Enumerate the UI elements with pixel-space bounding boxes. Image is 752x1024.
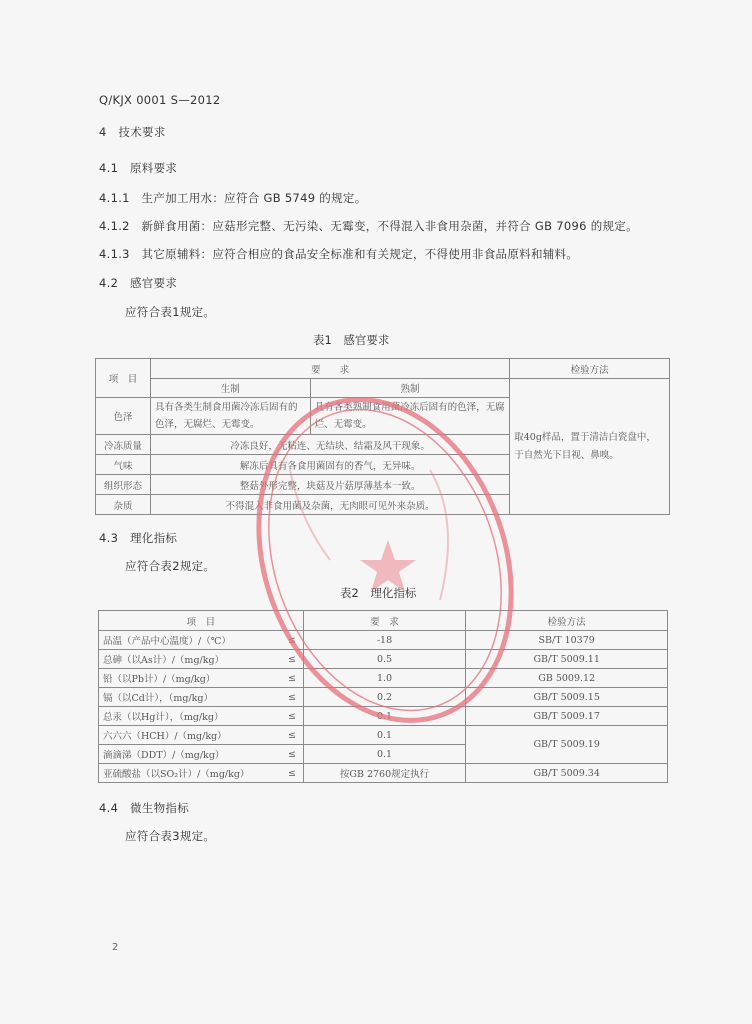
table1-header-requirements: 要 求	[150, 359, 509, 379]
table2-operator: ≤	[281, 688, 303, 707]
table2-item: 总砷（以As计）/（mg/kg）	[99, 650, 282, 669]
table2-method: GB/T 5009.17	[466, 707, 668, 726]
table2-method: GB/T 5009.34	[466, 764, 668, 783]
table-row	[99, 764, 668, 783]
table1-item-frozen-quality: 冷冻质量	[96, 435, 151, 455]
section-4-3-heading: 4.3 理化指标	[99, 531, 178, 545]
table2-header-requirements: 要 求	[303, 611, 466, 631]
section-4-3-text: 应符合表2规定。	[125, 559, 216, 573]
page-number: 2	[112, 942, 119, 953]
standard-code: Q/KJX 0001 S—2012	[99, 93, 221, 107]
table2-value: 0.2	[303, 688, 466, 707]
table2-header-item: 项 目	[99, 611, 304, 631]
table2-value: 0.5	[303, 650, 466, 669]
table2-value: 0.1	[303, 707, 466, 726]
table2-method: SB/T 10379	[466, 631, 668, 650]
table2-value: -18	[303, 631, 466, 650]
table2-operator: ≤	[281, 745, 303, 764]
table2-item: 六六六（HCH）/（mg/kg）	[99, 726, 282, 745]
table2-operator: ≤	[281, 726, 303, 745]
table2-operator: ≤	[281, 707, 303, 726]
section-4-1-2: 4.1.2 新鲜食用菌：应菇形完整、无污染、无霉变，不得混入非食用杂菌，并符合 GB 7096 的规定。	[99, 219, 638, 233]
table2-operator: ≤	[281, 631, 303, 650]
table1-color-cooked: 具有各类熟制食用菌冷冻后固有的色泽，无腐烂、无霉变。	[310, 398, 510, 435]
section-4-heading: 4 技术要求	[99, 125, 166, 139]
table-row	[99, 707, 668, 726]
table2-header-method: 检验方法	[466, 611, 668, 631]
table1-sub-raw: 生制	[150, 379, 310, 398]
table2-caption: 表2 理化指标	[340, 586, 417, 600]
section-4-4-heading: 4.4 微生物指标	[99, 801, 189, 815]
table2-operator: ≤	[281, 669, 303, 688]
table2-item: 总汞（以Hg计），（mg/kg）	[99, 707, 282, 726]
table1-header-method: 检验方法	[510, 359, 670, 379]
table1-sub-cooked: 熟制	[310, 379, 510, 398]
table1-frozen-quality-req: 冷冻良好，无粘连、无结块、结霜及风干现象。	[150, 435, 509, 455]
table-row	[99, 688, 668, 707]
table2-item: 滴滴涕（DDT）/（mg/kg）	[99, 745, 282, 764]
table-row	[99, 650, 668, 669]
table2-item: 亚硫酸盐（以SO₂计）/（mg/kg）	[99, 764, 282, 783]
table1-texture-req: 整菇外形完整，块菇及片菇厚薄基本一致。	[150, 475, 509, 495]
table1-color-raw: 具有各类生制食用菌冷冻后固有的色泽，无腐烂、无霉变。	[150, 398, 310, 435]
table1-item-texture: 组织形态	[96, 475, 151, 495]
table2-method: GB/T 5009.11	[466, 650, 668, 669]
table1-item-odor: 气味	[96, 455, 151, 475]
table2-value: 按GB 2760规定执行	[303, 764, 466, 783]
section-4-4-text: 应符合表3规定。	[125, 829, 216, 843]
table2-method: GB/T 5009.15	[466, 688, 668, 707]
table1-header-item: 项 目	[96, 359, 151, 398]
table1-odor-req: 解冻后具有各食用菌固有的香气，无异味。	[150, 455, 509, 475]
table2-method: GB 5009.12	[466, 669, 668, 688]
table-row	[99, 669, 668, 688]
table1-method-cell: 取40g样品，置于清洁白瓷盘中，于自然光下目视、鼻嗅。	[510, 379, 670, 515]
table1-item-impurity: 杂质	[96, 495, 151, 515]
section-4-1-1: 4.1.1 生产加工用水：应符合 GB 5749 的规定。	[99, 191, 367, 205]
physicochemical-table	[98, 610, 668, 783]
table-row	[99, 726, 668, 745]
table2-operator: ≤	[281, 650, 303, 669]
section-4-2-text: 应符合表1规定。	[125, 305, 216, 319]
table1-impurity-req: 不得混入非食用菌及杂菌，无肉眼可见外来杂质。	[150, 495, 509, 515]
table-row	[99, 631, 668, 650]
table2-value: 1.0	[303, 669, 466, 688]
table2-item: 镉（以Cd计），（mg/kg）	[99, 688, 282, 707]
section-4-1-3: 4.1.3 其它原辅料：应符合相应的食品安全标准和有关规定，不得使用非食品原料和辅料。	[99, 247, 579, 261]
table2-value: 0.1	[303, 745, 466, 764]
table2-item: 铅（以Pb计）/（mg/kg）	[99, 669, 282, 688]
table1-item-color: 色泽	[96, 398, 151, 435]
table2-method: GB/T 5009.19	[466, 726, 668, 764]
table2-item: 品温（产品中心温度）/（℃）	[99, 631, 282, 650]
sensory-table	[95, 358, 670, 515]
table2-value: 0.1	[303, 726, 466, 745]
table1-caption: 表1 感官要求	[313, 333, 390, 347]
section-4-2-heading: 4.2 感官要求	[99, 276, 178, 290]
table2-operator: ≤	[281, 764, 303, 783]
section-4-1-heading: 4.1 原料要求	[99, 161, 178, 175]
